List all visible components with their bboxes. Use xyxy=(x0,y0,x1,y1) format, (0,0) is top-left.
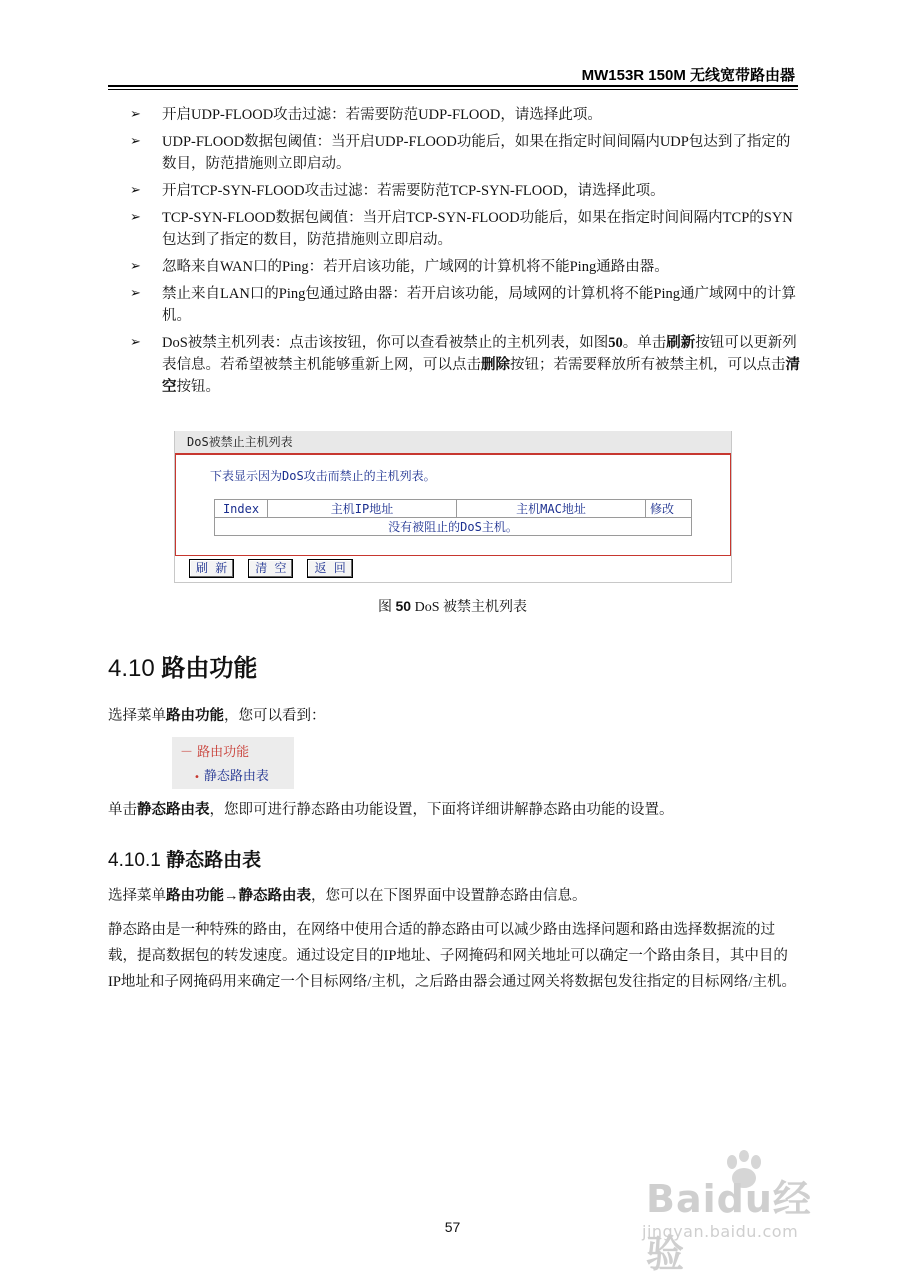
text-run: UDP-FLOOD数据包阈值：当开启UDP-FLOOD功能后，如果在指定时间间隔内UDP包达到了指定的数目，防范措施则立即启动。 xyxy=(162,134,791,172)
bullet-dot-icon: • xyxy=(194,772,200,783)
intro-paragraph xyxy=(108,705,800,727)
menu-item-label: 路由功能 xyxy=(197,745,250,760)
bullet-text xyxy=(162,134,790,172)
bold-text: 删除 xyxy=(481,357,510,373)
blocked-hosts-table xyxy=(214,499,692,536)
header-rule xyxy=(108,85,798,87)
bold-text: 50 xyxy=(608,335,623,351)
bullet-item xyxy=(130,180,800,202)
column-header-ip: 主机IP地址 xyxy=(268,500,457,518)
clear-button[interactable]: 清 空 xyxy=(248,559,293,578)
figure-label: DoS 被禁主机列表 xyxy=(414,600,527,615)
bullet-item xyxy=(130,283,800,327)
bullet-item xyxy=(130,207,800,251)
arrow-bullet-icon: ➢ xyxy=(130,335,141,350)
text-run: 静态路由是一种特殊的路由，在网络中使用合适的静态路由可以减少路由选择问题和路由选择数据流的过载，提高数据包的转发速度。通过设定目的IP地址、子网掩码和网关地址可以确定一个路由条目，其中目的IP地址和子网掩码用来确定一个目标网络/主机，之后路由器会通过网关将数据包发往指定的目标网络/主机。 xyxy=(108,922,796,990)
text-run: 禁止来自LAN口的Ping包通过路由器：若开启该功能，局域网的计算机将不能Ping通广域网中的计算机。 xyxy=(162,286,796,324)
bullet-item xyxy=(130,332,800,398)
column-header-modify: 修改 xyxy=(646,500,692,518)
bold-text: 刷新 xyxy=(666,335,696,351)
arrow-bullet-icon: ➢ xyxy=(130,210,141,225)
figure-caption xyxy=(0,596,905,616)
text-run: 开启TCP-SYN-FLOOD攻击过滤：若需要防范TCP-SYN-FLOOD，请选择此项。 xyxy=(162,183,665,199)
text-run: 按钮可以更新列表信息。若希望被禁主机能够重新上网，可以点击 xyxy=(162,335,797,373)
text-run: 开启UDP-FLOOD攻击过滤：若需要防范UDP-FLOOD，请选择此项。 xyxy=(162,107,602,123)
arrow-bullet-icon: ➢ xyxy=(130,107,141,122)
table-row xyxy=(215,518,692,536)
menu-item-routing[interactable] xyxy=(180,741,249,760)
panel-body xyxy=(175,455,731,556)
bullet-text xyxy=(162,183,665,199)
text-run: 选择菜单 xyxy=(108,708,166,724)
menu-screenshot xyxy=(172,737,294,789)
collapse-icon: － xyxy=(180,745,194,760)
bold-text: 清空 xyxy=(162,357,800,395)
baidu-watermark xyxy=(640,1150,850,1276)
bullet-item xyxy=(130,256,800,278)
watermark-url: jingyan.baidu.com xyxy=(642,1222,799,1241)
text-run: 。单击 xyxy=(622,335,667,351)
page-number: 57 xyxy=(444,1219,461,1235)
sub-intro-paragraph xyxy=(108,885,800,907)
panel-button-bar xyxy=(189,557,367,578)
bullet-text xyxy=(162,286,796,324)
menu-item-label: 静态路由表 xyxy=(203,769,269,784)
text-run: 选择菜单 xyxy=(108,888,166,904)
arrow-bullet-icon: ➢ xyxy=(130,134,141,149)
text-run: 按钮。 xyxy=(176,379,220,395)
watermark-logo: Baidu经验 xyxy=(646,1177,812,1276)
text-run: 单击 xyxy=(108,802,137,818)
section-heading xyxy=(108,648,257,683)
bullet-item xyxy=(130,131,800,175)
after-menu-paragraph xyxy=(108,799,800,821)
bullet-text xyxy=(162,335,800,395)
bullet-text xyxy=(162,259,669,275)
text-run: ，您即可进行静态路由功能设置，下面将详细讲解静态路由功能的设置。 xyxy=(209,802,674,818)
header-rule-thin xyxy=(108,89,798,90)
text-run: TCP-SYN-FLOOD数据包阈值：当开启TCP-SYN-FLOOD功能后，如果在指定时间间隔内TCP的SYN包达到了指定的数目，防范措施则立即启动。 xyxy=(162,210,793,248)
subsection-heading xyxy=(108,845,261,872)
section-title: 路由功能 xyxy=(161,654,258,682)
panel-note: 下表显示因为DoS攻击而禁止的主机列表。 xyxy=(210,469,436,483)
panel-title: DoS被禁止主机列表 xyxy=(175,431,731,455)
body-paragraph xyxy=(108,917,800,995)
bold-text: 路由功能→静态路由表 xyxy=(166,888,311,904)
text-run: 忽略来自WAN口的Ping：若开启该功能，广域网的计算机将不能Ping通路由器。 xyxy=(162,259,669,275)
bullet-text xyxy=(162,210,793,248)
bullet-item xyxy=(130,104,800,126)
bullet-list xyxy=(130,104,800,403)
bold-text: 路由功能 xyxy=(166,708,224,724)
column-header-index: Index xyxy=(215,500,268,518)
section-number: 4.10 xyxy=(108,655,155,682)
back-button[interactable]: 返 回 xyxy=(307,559,352,578)
table-header-row xyxy=(215,500,692,518)
text-run: 按钮；若需要释放所有被禁主机，可以点击 xyxy=(510,357,786,373)
figure-number: 50 xyxy=(395,598,412,614)
text-run: ，您可以在下图界面中设置静态路由信息。 xyxy=(311,888,587,904)
bold-text: 静态路由表 xyxy=(137,802,210,818)
document-header-title: MW153R 150M 无线宽带路由器 xyxy=(581,67,795,84)
arrow-bullet-icon: ➢ xyxy=(130,259,141,274)
bullet-text xyxy=(162,107,602,123)
dos-blocked-hosts-panel xyxy=(174,431,732,583)
empty-message: 没有被阻止的DoS主机。 xyxy=(215,518,692,536)
subsection-title: 静态路由表 xyxy=(166,849,262,871)
arrow-bullet-icon: ➢ xyxy=(130,183,141,198)
menu-item-static-routes[interactable] xyxy=(194,765,269,784)
refresh-button[interactable]: 刷 新 xyxy=(189,559,234,578)
figure-prefix: 图 xyxy=(378,600,392,615)
subsection-number: 4.10.1 xyxy=(108,850,161,871)
text-run: DoS被禁主机列表：点击该按钮，你可以查看被禁止的主机列表，如图 xyxy=(162,335,609,351)
column-header-mac: 主机MAC地址 xyxy=(457,500,646,518)
text-run: ，您可以看到： xyxy=(224,708,326,724)
arrow-bullet-icon: ➢ xyxy=(130,286,141,301)
